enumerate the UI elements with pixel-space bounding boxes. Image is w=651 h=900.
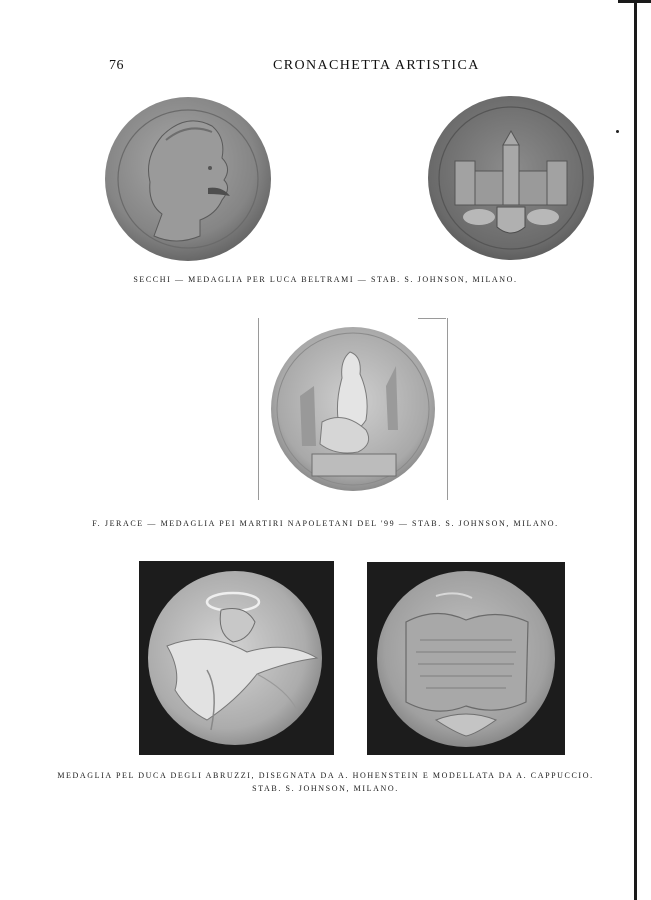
angel-medal-obverse [147, 570, 324, 746]
photo-plate-right [367, 562, 565, 755]
figure-caption-line2: STAB. S. JOHNSON, MILANO. [252, 784, 399, 793]
page-edge-rule [634, 0, 637, 900]
crop-mark [258, 318, 259, 500]
crop-mark [418, 318, 446, 319]
page-number: 76 [109, 58, 124, 73]
figure-caption: SECCHI — MEDAGLIA PER LUCA BELTRAMI — STAB. S. JOHNSON, MILANO. [133, 275, 518, 284]
martyrs-medal [270, 326, 437, 492]
page-edge-dot [616, 130, 619, 133]
crop-mark [447, 318, 448, 500]
figure-caption-line1: MEDAGLIA PEL DUCA DEGLI ABRUZZI, DISEGNATA DA A. HOHENSTEIN E MODELLATA DA A. CAPPUCCIO. [57, 771, 594, 780]
inscription-medal-reverse [376, 570, 556, 748]
castle-medal-reverse [427, 95, 595, 262]
page-edge-mark [618, 0, 651, 3]
photo-plate-left [139, 561, 334, 755]
portrait-medal-obverse [104, 96, 272, 262]
figure-caption: F. JERACE — MEDAGLIA PEI MARTIRI NAPOLETANI DEL '99 — STAB. S. JOHNSON, MILANO. [92, 519, 559, 528]
running-title: CRONACHETTA ARTISTICA [273, 58, 480, 73]
